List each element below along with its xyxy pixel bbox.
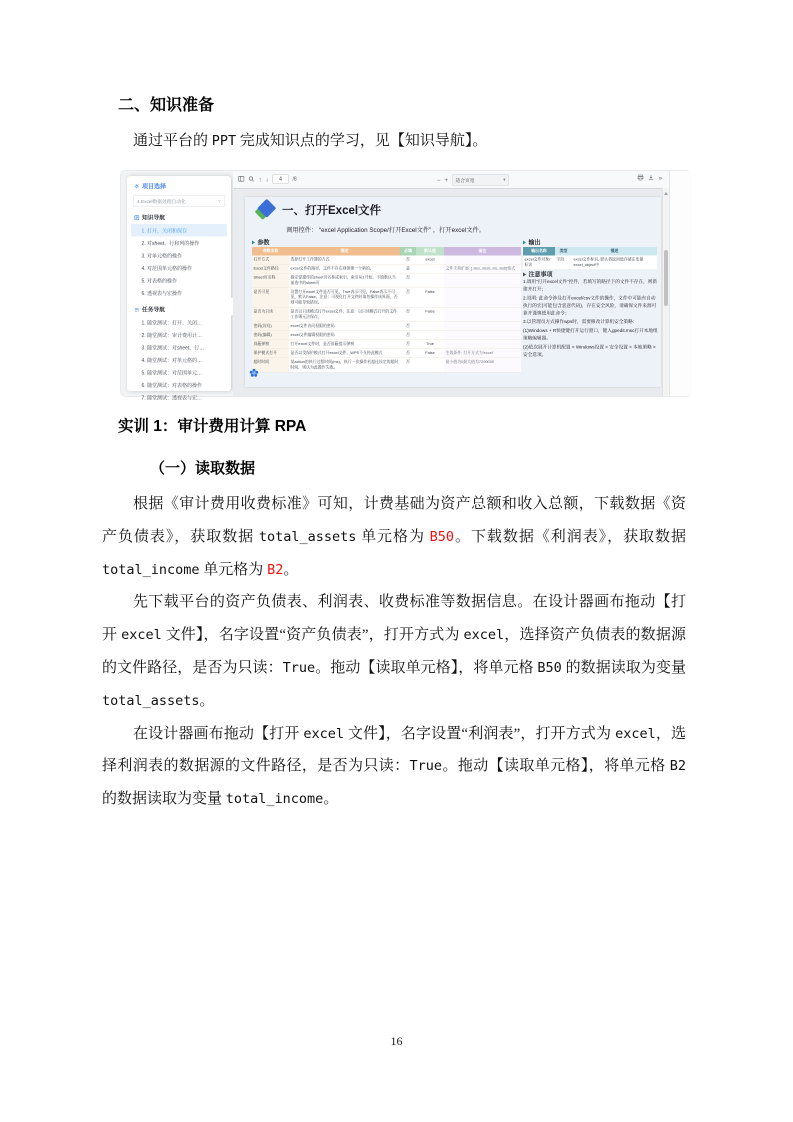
text-segment: ，选择资产负债表的数据源的文件路径，是否为只读： xyxy=(102,627,686,676)
toolbar-content xyxy=(233,171,669,188)
section-heading: 二、知识准备 xyxy=(118,97,215,114)
text-segment: total_income xyxy=(225,791,324,808)
search-button[interactable] xyxy=(249,176,255,183)
table-cell xyxy=(444,340,521,349)
text-segment: 先下载平台的资产负债表、利润表、收费标准等数据信息。在设计器画布拖动【打开 xyxy=(102,594,686,644)
table-cell: Sheet页名称 xyxy=(252,273,289,287)
gear-icon xyxy=(134,184,140,190)
table-cell: False xyxy=(416,308,444,322)
table-cell: 最小值为0最大值为7200000 xyxy=(444,358,521,372)
paragraph-3 xyxy=(102,718,686,816)
download-icon xyxy=(648,175,654,181)
embedded-screenshot xyxy=(120,170,692,401)
table-cell: 是否可见 xyxy=(252,288,289,308)
table-cell: 打开excel文件时，是否屏蔽提示弹窗 xyxy=(289,340,400,349)
note-line: 1.调用“打开excel文件”控件，若填写的路径下的文件不存在，则新建并打开； xyxy=(523,279,658,292)
params-section-label: 参数 xyxy=(252,238,270,247)
task-nav-label: 任务导航 xyxy=(142,307,165,313)
table-cell: 屏蔽弹窗 xyxy=(252,340,289,349)
table-cell xyxy=(444,331,521,340)
more-tools-button[interactable]: » xyxy=(658,174,662,182)
table-cell: excel xyxy=(416,255,444,264)
table-cell: 参数名称 xyxy=(252,247,289,255)
text-segment: total_income xyxy=(102,561,200,578)
toolbar-zoom-group xyxy=(437,174,509,186)
table-cell: 是 xyxy=(400,264,416,273)
intro-paragraph xyxy=(102,126,686,156)
table-cell: 否 xyxy=(400,340,416,349)
table-cell: 否 xyxy=(400,322,416,331)
viewer-right-panel xyxy=(669,171,692,396)
task-nav-item[interactable]: 2. 随堂测试：审计费用计… xyxy=(141,333,203,339)
table-cell: 否 xyxy=(400,308,416,322)
table-cell xyxy=(444,322,521,331)
output-section-label: 输出 xyxy=(523,238,541,247)
app-sidebar xyxy=(127,176,231,401)
text-segment: PPT xyxy=(211,133,237,149)
table-cell xyxy=(416,331,444,340)
text-segment: 。 xyxy=(323,791,339,808)
text-segment: 。 xyxy=(283,561,299,578)
table-cell: 描述 xyxy=(289,247,400,255)
arrow-right-icon xyxy=(523,240,526,244)
slide-title: 一、打开Excel文件 xyxy=(282,203,382,217)
table-cell: False xyxy=(416,288,444,308)
text-segment: 单元格为 xyxy=(356,528,430,545)
knowledge-nav-list xyxy=(127,224,231,299)
toolbar-left-group xyxy=(238,175,297,185)
sidebar-content xyxy=(127,176,231,401)
tasks-icon xyxy=(134,307,140,313)
table-cell: 文件支持扩展: [.xlsx,.xlsm,.xls,.xlsb]格式 xyxy=(444,264,521,273)
text-segment: total_assets xyxy=(258,528,357,545)
table-cell: 是否为只读 xyxy=(252,308,289,322)
table-cell: excel文件访问权限的密码 xyxy=(289,322,400,331)
text-segment: True xyxy=(282,659,316,676)
slide-content xyxy=(245,197,661,387)
table-cell: 备注 xyxy=(444,247,521,255)
page-total: /8 xyxy=(292,176,297,182)
text-segment: excel xyxy=(303,725,344,742)
table-cell: 默认值 xyxy=(416,247,444,255)
print-button[interactable] xyxy=(638,175,644,182)
text-segment: B50 xyxy=(537,659,562,676)
page-number: 16 xyxy=(390,1034,403,1048)
table-cell: 否 xyxy=(400,349,416,358)
paragraph-2 xyxy=(102,586,686,717)
table-cell: 输出名称 xyxy=(523,247,555,255)
table-cell: 密码(编辑) xyxy=(252,331,289,340)
download-button[interactable] xyxy=(648,175,654,182)
table-cell xyxy=(416,358,444,372)
table-cell xyxy=(416,264,444,273)
table-cell: 某action的执行过程时间(ms)，执行一次操作若超过设定的超时时间，则认为此操作失败。 xyxy=(289,358,400,372)
table-cell: 设置打开excel文件是否可见，True表示可见，False表示不可见，默认False。注意：可视化打开文件时请勿操作该界面，否则可能导致错误。 xyxy=(289,288,400,308)
course-select[interactable] xyxy=(133,195,225,207)
project-select-header xyxy=(127,176,231,191)
note-line: 2.说明: 此命令涉及打开excel/csv文件的操作，文件中可能有自动执行的宏(可能包含恶意代码)，存在安全风险，请确保文件来源可靠并谨慎使用此命令； xyxy=(523,295,657,316)
table-cell: 类型 xyxy=(555,247,572,255)
toolbar-right-group xyxy=(638,175,662,182)
sub-heading: （一）读取数据 xyxy=(150,460,256,477)
table-cell xyxy=(444,255,521,264)
table-cell: 指定要操作的sheet页名称或索引，索引从1开始，不填默认当前选中的sheet页 xyxy=(289,273,400,287)
table-cell: 描述 xyxy=(572,247,657,255)
table-cell: False xyxy=(416,349,444,358)
knowledge-nav-item[interactable]: 2. 对sheet、行和列的操作 xyxy=(141,241,200,247)
output-table xyxy=(523,247,657,270)
table-cell: 否 xyxy=(400,255,416,264)
text-segment: 单元格为 xyxy=(199,561,268,578)
text-segment: excel xyxy=(615,725,656,742)
table-cell: excel文件的路径，文件不存在则创建一个新的。 xyxy=(289,264,400,273)
chevron-down-icon: ∨ xyxy=(217,198,221,204)
text-segment: 在设计器画布拖动【打开 xyxy=(133,725,304,742)
table-cell xyxy=(444,308,521,322)
viewer-scrollbar[interactable] xyxy=(662,188,669,396)
knowledge-nav-item[interactable]: 3. 对单元格的操作 xyxy=(141,253,183,259)
slide-page xyxy=(245,197,661,387)
table-cell xyxy=(444,288,521,308)
page-up-button[interactable]: ↑ xyxy=(258,175,262,183)
text-segment: excel xyxy=(463,627,505,644)
text-segment: 。 xyxy=(199,692,215,709)
table-cell: excel文件标识, 默认将返回值存储在变量excel_object中 xyxy=(572,255,657,269)
table-cell xyxy=(444,273,521,287)
search-icon xyxy=(249,176,255,182)
task-nav-item[interactable]: 4. 随堂测试：对单元格的… xyxy=(141,358,203,364)
note-line: 3.以管理员方式操作wps时，需要修改计算机安全策略: xyxy=(523,319,635,325)
text-segment: 。下载数据《利润表》，获取数据 xyxy=(454,528,686,545)
sidebar-toggle-button[interactable] xyxy=(238,176,245,184)
zoom-out-button[interactable]: − xyxy=(437,176,441,184)
pdf-viewer xyxy=(233,171,669,396)
task-nav-item[interactable]: 1. 随堂测试：打开、关闭… xyxy=(141,320,203,326)
slide-subtitle: 调用控件： “excel Application Scope/打开Excel文件” ，打开excel文件。 xyxy=(286,226,486,234)
arrow-right-icon xyxy=(252,240,255,244)
flower-logo-icon xyxy=(249,368,259,378)
knowledge-nav-item[interactable]: 5. 对表格的操作 xyxy=(141,278,178,284)
zoom-in-button[interactable]: + xyxy=(444,176,449,184)
text-segment: 的数据读取为变量 xyxy=(102,791,226,808)
text-segment: 文件】，名字设置“资产负债表”，打开方式为 xyxy=(161,627,464,644)
table-cell xyxy=(416,322,444,331)
text-segment: 的数据读取为变量 xyxy=(561,659,686,676)
table-cell: 密码(访问) xyxy=(252,322,289,331)
practice-heading: 实训 1：审计费用计算 RPA xyxy=(118,418,307,435)
zoom-select[interactable] xyxy=(452,174,509,186)
book-icon xyxy=(134,215,140,221)
notes-section-label: 注意事项 xyxy=(523,270,553,279)
project-select-label: 项目选择 xyxy=(142,183,167,190)
note-line: (1)Windows + R快捷键打开运行窗口，键入gpedit.msc打开本地组策略编辑器。 xyxy=(523,328,658,341)
text-segment: 。拖动【读取单元格】，将单元格 xyxy=(315,659,538,676)
knowledge-nav-header xyxy=(134,214,231,222)
text-segment: True xyxy=(409,758,443,775)
text-segment: 完成知识点的学习，见【知识导航】。 xyxy=(236,133,488,149)
scrollbar-thumb[interactable] xyxy=(664,250,668,306)
text-segment: 文件】，名字设置“利润表”，打开方式为 xyxy=(343,725,616,742)
note-line: (2)依次展开计算机配置 > Windows设置 > 安全设置 > 本地策略 > 安全选项。 xyxy=(523,344,656,357)
text-segment: 通过平台的 xyxy=(133,133,212,149)
text-segment: B50 xyxy=(429,528,455,545)
table-cell: 保护模式打开 xyxy=(252,349,289,358)
text-segment: 。拖动【读取单元格】，将单元格 xyxy=(442,758,670,775)
notes-list xyxy=(523,278,658,360)
text-segment: 根据《审计费用收费标准》可知，计费基础为资产总额和收入总额，下载数据《资产负债表》，获取数据 xyxy=(102,496,686,545)
table-cell: 否 xyxy=(400,331,416,340)
task-nav-item[interactable]: 5. 随堂测试：对范围单元… xyxy=(141,370,203,376)
text-segment: B2 xyxy=(669,758,686,775)
table-cell: 打开方式 xyxy=(252,255,289,264)
sidebar-toggle-icon xyxy=(238,176,245,183)
paragraph-1 xyxy=(102,488,686,586)
table-cell: True xyxy=(416,340,444,349)
table-cell: 生效条件: 打开方式为'excel' xyxy=(444,349,521,358)
table-cell: Excel文件路径 xyxy=(252,264,289,273)
page-number-input[interactable] xyxy=(273,175,289,185)
arrow-right-icon xyxy=(523,272,526,276)
knowledge-nav-item[interactable]: 6. 透视表与宏操作 xyxy=(141,291,183,297)
zoom-select-value: 适合页宽 xyxy=(455,177,475,184)
table-cell: 必填 xyxy=(400,247,416,255)
params-table xyxy=(252,247,521,372)
page-down-button[interactable]: ↓ xyxy=(265,175,269,183)
table-cell: 否 xyxy=(400,358,416,372)
print-icon xyxy=(638,175,644,181)
chevron-down-icon: ▾ xyxy=(503,177,506,182)
task-nav-item[interactable]: 3. 随堂测试：对sheet、行… xyxy=(141,345,205,351)
text-segment: B2 xyxy=(267,561,284,578)
task-nav-list xyxy=(127,316,231,404)
course-select-value: 4.Excel数据处理自动化 xyxy=(137,199,186,205)
text-segment: ，选择利润表的数据源的文件路径，是否为只读： xyxy=(102,725,686,775)
table-cell: 否 xyxy=(400,288,416,308)
knowledge-nav-item[interactable]: 4. 对范围单元格的操作 xyxy=(141,266,193,272)
table-cell: 否 xyxy=(400,273,416,287)
table-cell: 超时时间 xyxy=(252,358,289,372)
table-cell: 是否以受保护模式打开excel文件，WPS不支持此模式 xyxy=(289,349,400,358)
task-nav-header xyxy=(134,306,231,314)
text-segment: excel xyxy=(121,627,162,644)
table-cell: excel文件编辑权限的密码 xyxy=(289,331,400,340)
knowledge-nav-label: 知识导航 xyxy=(142,215,165,221)
task-nav-item[interactable]: 7. 随堂测试：透视表与宏… xyxy=(141,395,203,401)
table-cell: excel文件对象/标识 xyxy=(523,255,555,269)
table-cell: 字段 xyxy=(555,255,572,269)
table-cell: 是否以只读模式打开excel文件，注意：以只读模式打开的文件工作簿无法保存。 xyxy=(289,308,400,322)
table-cell xyxy=(416,273,444,287)
text-segment: total_assets xyxy=(102,692,200,709)
knowledge-nav-item[interactable]: 1. 打开、关闭和保存 xyxy=(131,224,227,237)
table-cell: 选择打开工作簿的方式 xyxy=(289,255,400,264)
body-text xyxy=(102,488,686,816)
task-nav-item[interactable]: 6. 随堂测试：对表格的操作 xyxy=(141,383,203,389)
pdf-toolbar xyxy=(233,171,669,189)
